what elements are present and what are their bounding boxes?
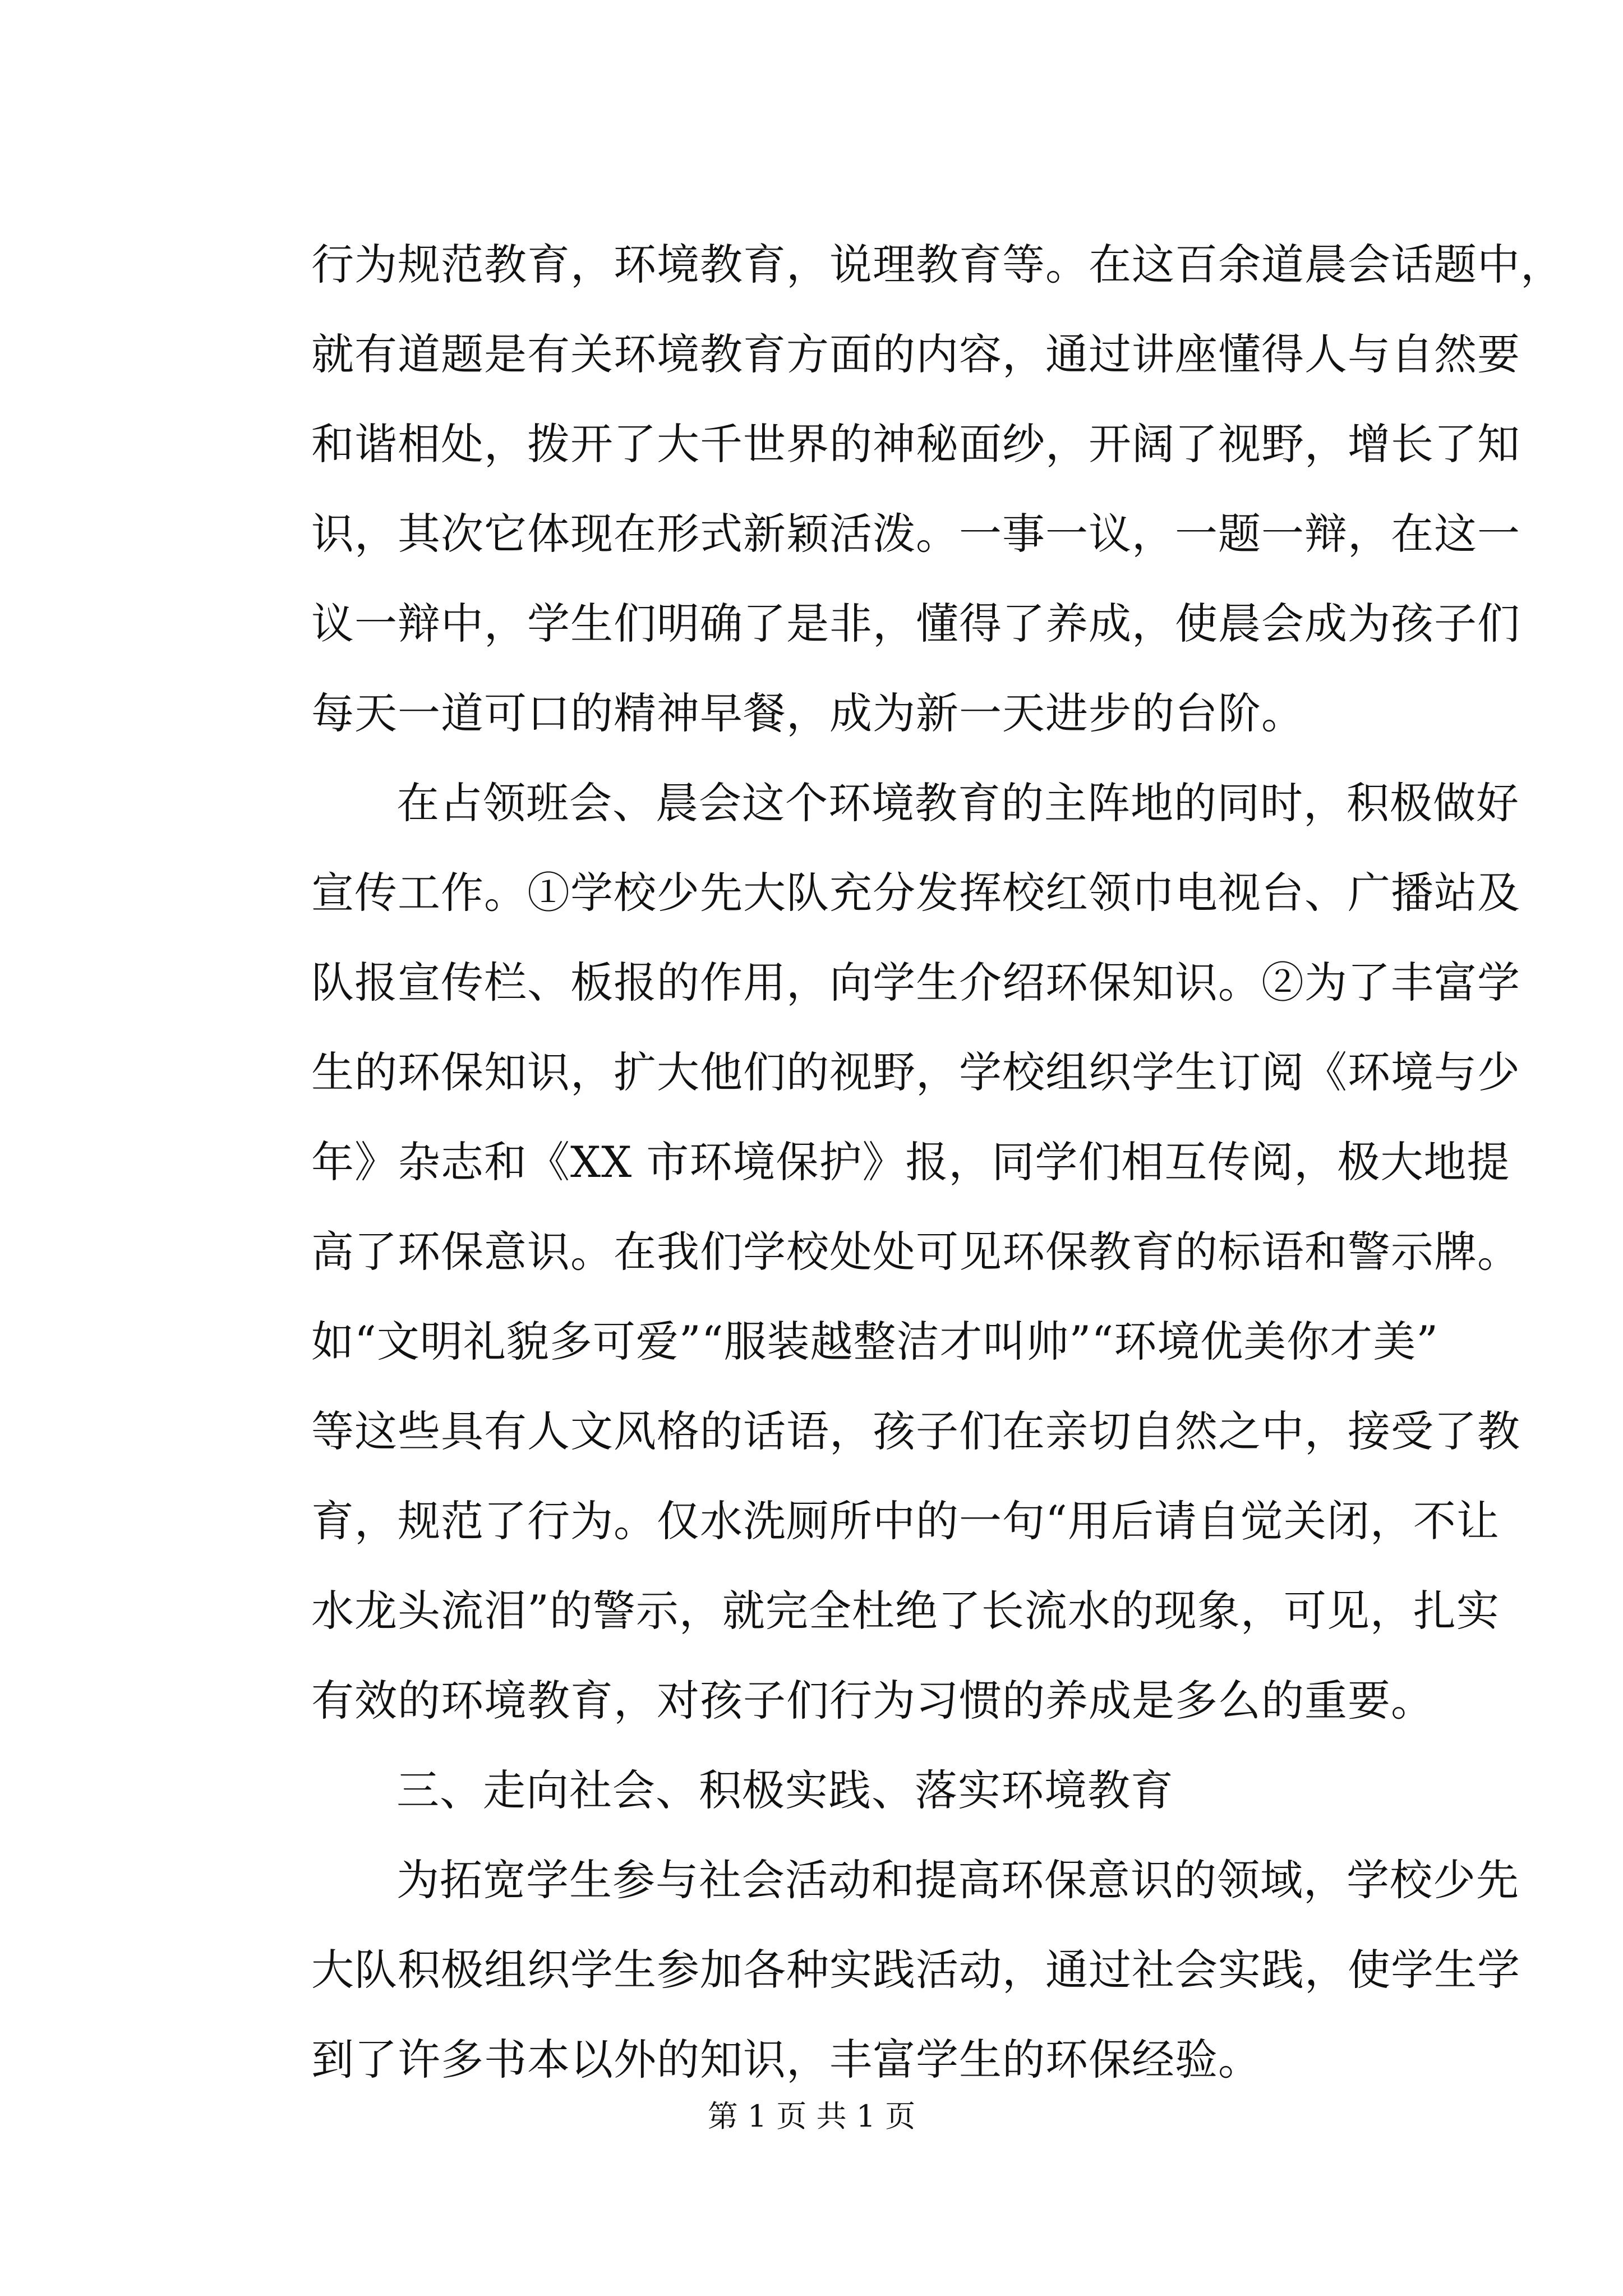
text-line-8: 宣传工作。①学校少先大队充分发挥校红领巾电视台、广播站及 (311, 868, 1520, 918)
section-heading: 三、走向社会、积极实践、落实环境教育 (396, 1765, 1174, 1815)
text-line-11: 年》杂志和《XX 市环境保护》报，同学们相互传阅，极大地提 (311, 1137, 1510, 1187)
text-line-17: 有效的环境教育，对孩子们行为习惯的养成是多么的重要。 (311, 1676, 1434, 1726)
text-line-13: 如“文明礼貌多可爱”“服装越整洁才叫帅”“环境优美你才美” (311, 1317, 1439, 1366)
text-line-2: 就有道题是有关环境教育方面的内容，通过讲座懂得人与自然要 (311, 329, 1520, 379)
text-line-12: 高了环保意识。在我们学校处处可见环保教育的标语和警示牌。 (311, 1227, 1520, 1277)
text-line-10: 生的环保知识，扩大他们的视野，学校组织学生订阅《环境与少 (311, 1047, 1520, 1097)
text-line-14: 等这些具有人文风格的话语，孩子们在亲切自然之中，接受了教 (311, 1406, 1520, 1456)
text-line-19: 为拓宽学生参与社会活动和提高环保意识的领域，学校少先 (396, 1855, 1519, 1905)
text-line-7: 在占领班会、晨会这个环境教育的主阵地的同时，积极做好 (396, 778, 1519, 828)
text-line-9: 队报宣传栏、板报的作用，向学生介绍环保知识。②为了丰富学 (311, 958, 1520, 1007)
text-line-3: 和谐相处，拨开了大千世界的神秘面纱，开阔了视野，增长了知 (311, 419, 1520, 469)
text-line-4: 识，其次它体现在形式新颖活泼。一事一议，一题一辩，在这一 (311, 509, 1520, 559)
text-line-6: 每天一道可口的精神早餐，成为新一天进步的台阶。 (311, 688, 1304, 738)
text-line-21: 到了许多书本以外的知识，丰富学生的环保经验。 (311, 2035, 1261, 2085)
text-line-20: 大队积极组织学生参加各种实践活动，通过社会实践，使学生学 (311, 1945, 1520, 1995)
text-line-5: 议一辩中，学生们明确了是非，懂得了养成，使晨会成为孩子们 (311, 599, 1520, 648)
page-footer: 第 1 页 共 1 页 (707, 2099, 916, 2134)
text-line-15: 育，规范了行为。仅水洗厕所中的一句“用后请自觉关闭，不让 (311, 1496, 1500, 1546)
body-text (311, 220, 1564, 2105)
text-line-1: 行为规范教育，环境教育，说理教育等。在这百余道晨会话题中， (311, 240, 1564, 289)
text-line-16: 水龙头流泪”的警示，就完全杜绝了长流水的现象，可见，扎实 (311, 1586, 1500, 1636)
